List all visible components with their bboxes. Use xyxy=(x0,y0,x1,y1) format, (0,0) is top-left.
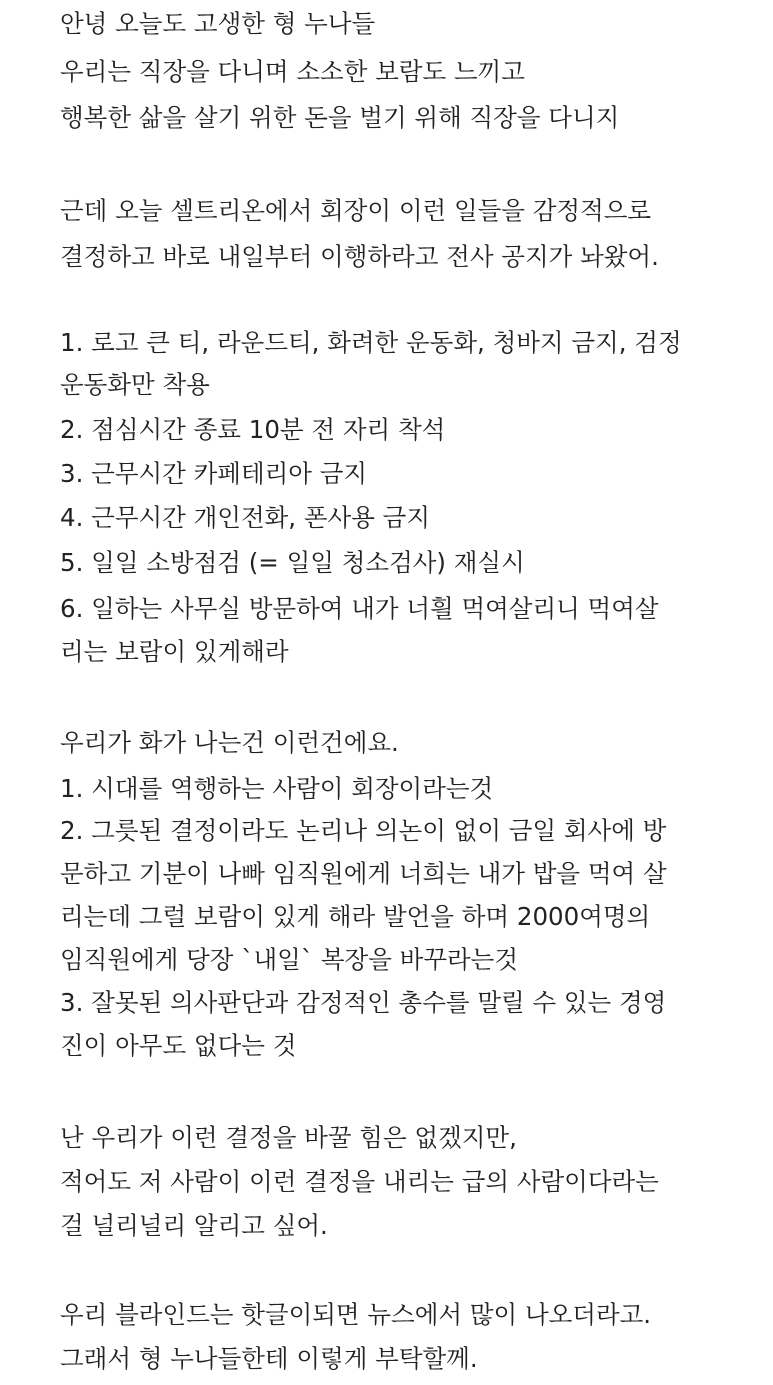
post-line: 행복한 삶을 살기 위한 돈을 벌기 위해 직장을 다니지 xyxy=(60,103,620,132)
post-line: 리는데 그럴 보람이 있게 해라 발언을 하며 2000여명의 xyxy=(60,902,651,931)
post-line: 문하고 기분이 나빠 임직원에게 너희는 내가 밥을 먹여 살 xyxy=(60,859,667,888)
post-line: 리는 보람이 있게해라 xyxy=(60,637,289,666)
post-line: 2. 그릇된 결정이라도 논리나 의논이 없이 금일 회사에 방 xyxy=(60,816,667,845)
post-line: 4. 근무시간 개인전화, 폰사용 금지 xyxy=(60,503,430,532)
post-line: 걸 널리널리 알리고 싶어. xyxy=(60,1211,328,1240)
post-line: 3. 잘못된 의사판단과 감정적인 총수를 말릴 수 있는 경영 xyxy=(60,988,667,1017)
post-line: 우리는 직장을 다니며 소소한 보람도 느끼고 xyxy=(60,57,525,86)
post-line: 근데 오늘 셀트리온에서 회장이 이런 일들을 감정적으로 xyxy=(60,196,652,225)
post-line: 임직원에게 당장 `내일` 복장을 바꾸라는것 xyxy=(60,945,518,974)
post-line: 진이 아무도 없다는 것 xyxy=(60,1031,297,1060)
post-line: 적어도 저 사람이 이런 결정을 내리는 급의 사람이다라는 xyxy=(60,1167,659,1196)
post-line: 2. 점심시간 종료 10분 전 자리 착석 xyxy=(60,415,446,444)
post-line: 우리 블라인드는 핫글이되면 뉴스에서 많이 나오더라고. xyxy=(60,1300,652,1329)
post-line: 1. 로고 큰 티, 라운드티, 화려한 운동화, 청바지 금지, 검정 xyxy=(60,328,682,357)
post-line: 결정하고 바로 내일부터 이행하라고 전사 공지가 놔왔어. xyxy=(60,242,659,271)
post-line: 1. 시대를 역행하는 사람이 회장이라는것 xyxy=(60,774,494,803)
post-line: 운동화만 착용 xyxy=(60,370,210,399)
post-line: 우리가 화가 나는건 이런건에요. xyxy=(60,728,399,757)
post-line: 그래서 형 누나들한테 이렇게 부탁할께. xyxy=(60,1344,478,1373)
post-line: 난 우리가 이런 결정을 바꿀 힘은 없겠지만, xyxy=(60,1123,517,1152)
post-line: 안녕 오늘도 고생한 형 누나들 xyxy=(60,9,376,38)
post-line: 6. 일하는 사무실 방문하여 내가 너흴 먹여살리니 먹여살 xyxy=(60,594,659,623)
post-line: 5. 일일 소방점검 (= 일일 청소검사) 재실시 xyxy=(60,548,525,577)
post-line: 3. 근무시간 카페테리아 금지 xyxy=(60,459,368,488)
